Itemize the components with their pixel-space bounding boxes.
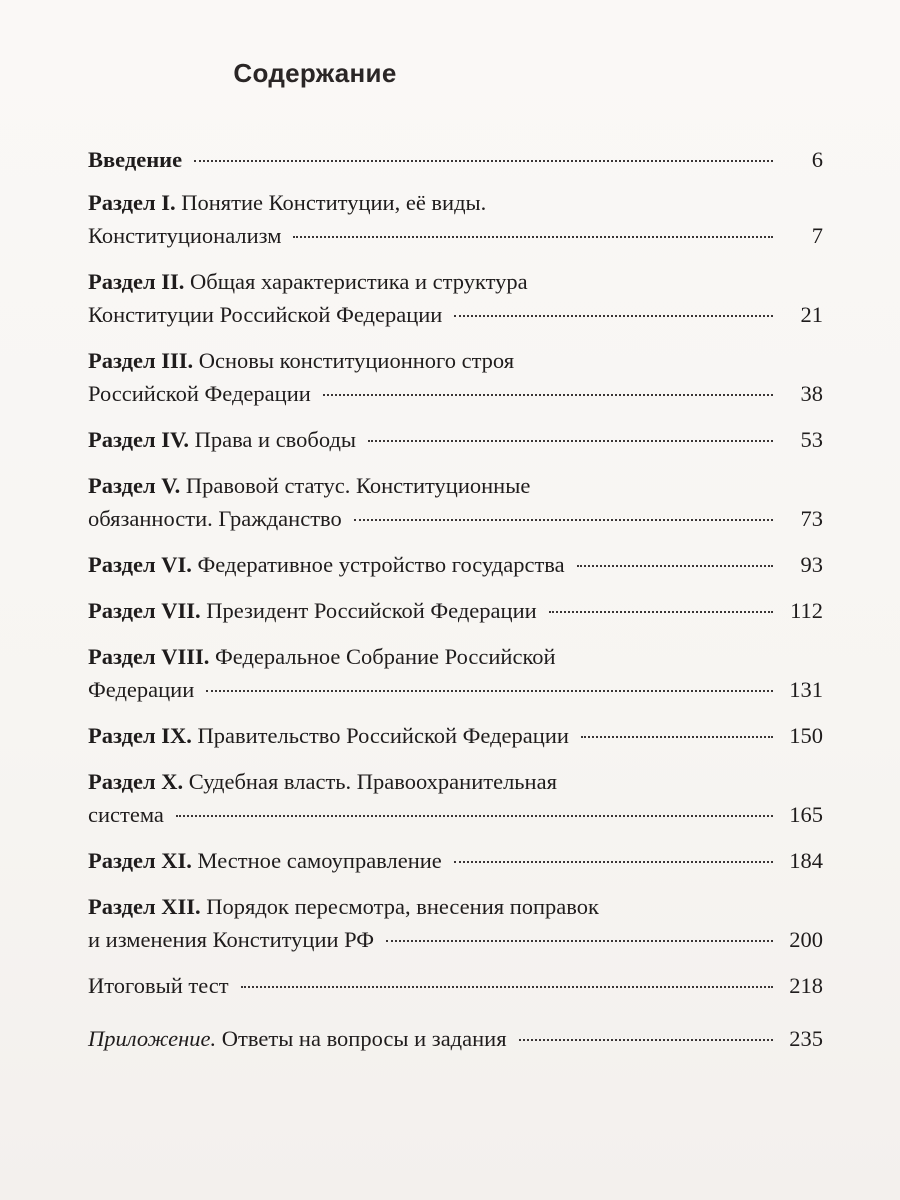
dot-leader [577, 565, 773, 567]
toc-page-number: 218 [789, 973, 823, 998]
toc-entry-section-2 [88, 265, 823, 331]
toc-entry-section-12 [88, 890, 823, 956]
toc-entry-introduction [88, 143, 823, 176]
toc-entry-section-6 [88, 548, 823, 581]
table-of-contents [88, 143, 823, 1055]
toc-entry-label: Раздел VIII. [88, 644, 210, 669]
toc-entry-title: обязанности. Гражданство [88, 506, 342, 531]
toc-entry-title-line1: Понятие Конституции, её виды. [181, 190, 487, 215]
page-title: Содержание [233, 58, 397, 88]
toc-entry-section-9 [88, 719, 823, 752]
toc-page-number: 200 [789, 927, 823, 952]
toc-entry-section-3 [88, 344, 823, 410]
dot-leader [386, 940, 773, 942]
toc-entry-label: Раздел V. [88, 473, 181, 498]
toc-entry-title-line1: Правовой статус. Конституционные [185, 473, 531, 498]
toc-entry-section-10 [88, 765, 823, 831]
toc-entry-title-line1: Порядок пересмотра, внесения поправок [206, 894, 599, 919]
toc-entry-title: Права и свободы [194, 427, 357, 452]
toc-page-number: 7 [811, 223, 823, 248]
toc-entry-label: Раздел III. [88, 348, 194, 373]
toc-entry-appendix [88, 1022, 823, 1055]
toc-entry-section-7 [88, 594, 823, 627]
toc-page-number: 150 [789, 723, 823, 748]
toc-page-number: 235 [789, 1026, 823, 1051]
toc-page-number: 184 [789, 848, 823, 873]
toc-entry-title-line1: Федеральное Собрание Российской [215, 644, 556, 669]
toc-page-number: 112 [790, 598, 823, 623]
dot-leader [454, 861, 773, 863]
toc-entry-title: Конституционализм [88, 223, 282, 248]
toc-page-number: 38 [800, 381, 823, 406]
toc-entry-label: Раздел IV. [88, 427, 189, 452]
toc-page-number: 53 [800, 427, 823, 452]
toc-entry-label: Раздел X. [88, 769, 184, 794]
toc-entry-title: Федеративное устройство государства [197, 552, 565, 577]
dot-leader [368, 440, 773, 442]
toc-entry-title-line1: Судебная власть. Правоохранительная [188, 769, 557, 794]
toc-entry-label: Раздел II. [88, 269, 185, 294]
toc-entry-label: Раздел I. [88, 190, 176, 215]
toc-entry-section-5 [88, 469, 823, 535]
toc-appendix-label: Приложение. [88, 1026, 217, 1051]
toc-entry-title: Конституции Российской Федерации [88, 302, 443, 327]
dot-leader [323, 394, 773, 396]
dot-leader [176, 815, 773, 817]
toc-entry-section-4 [88, 423, 823, 456]
toc-entry-section-8 [88, 640, 823, 706]
toc-entry-label: Введение [88, 147, 183, 172]
toc-entry-title: Местное самоуправление [197, 848, 442, 873]
dot-leader [293, 236, 773, 238]
toc-entry-label: Раздел XII. [88, 894, 201, 919]
dot-leader [549, 611, 773, 613]
toc-entry-title-line1: Основы конституционного строя [198, 348, 515, 373]
dot-leader [454, 315, 773, 317]
toc-entry-final-test [88, 969, 823, 1002]
dot-leader [519, 1039, 773, 1041]
toc-entry-title: Итоговый тест [88, 973, 229, 998]
toc-page-number: 21 [800, 302, 823, 327]
toc-entry-title: Ответы на вопросы и задания [221, 1026, 507, 1051]
toc-entry-label: Раздел IX. [88, 723, 192, 748]
toc-entry-title-line1: Общая характеристика и структура [190, 269, 528, 294]
toc-page-number: 93 [800, 552, 823, 577]
toc-entry-title: Российской Федерации [88, 381, 311, 406]
dot-leader [354, 519, 773, 521]
toc-entry-label: Раздел XI. [88, 848, 192, 873]
dot-leader [206, 690, 773, 692]
toc-entry-title: Правительство Российской Федерации [197, 723, 569, 748]
dot-leader [581, 736, 773, 738]
toc-entry-title: Федерации [88, 677, 195, 702]
dot-leader [241, 986, 773, 988]
toc-entry-label: Раздел VII. [88, 598, 201, 623]
toc-entry-title: Президент Российской Федерации [206, 598, 537, 623]
toc-page-number: 6 [811, 147, 823, 172]
toc-entry-section-11 [88, 844, 823, 877]
toc-page-number: 165 [789, 802, 823, 827]
dot-leader [194, 160, 773, 162]
toc-page-number: 73 [800, 506, 823, 531]
toc-entry-title: и изменения Конституции РФ [88, 927, 375, 952]
toc-page-number: 131 [789, 677, 823, 702]
toc-entry-section-1 [88, 186, 823, 252]
toc-entry-title: система [88, 802, 164, 827]
toc-entry-label: Раздел VI. [88, 552, 192, 577]
